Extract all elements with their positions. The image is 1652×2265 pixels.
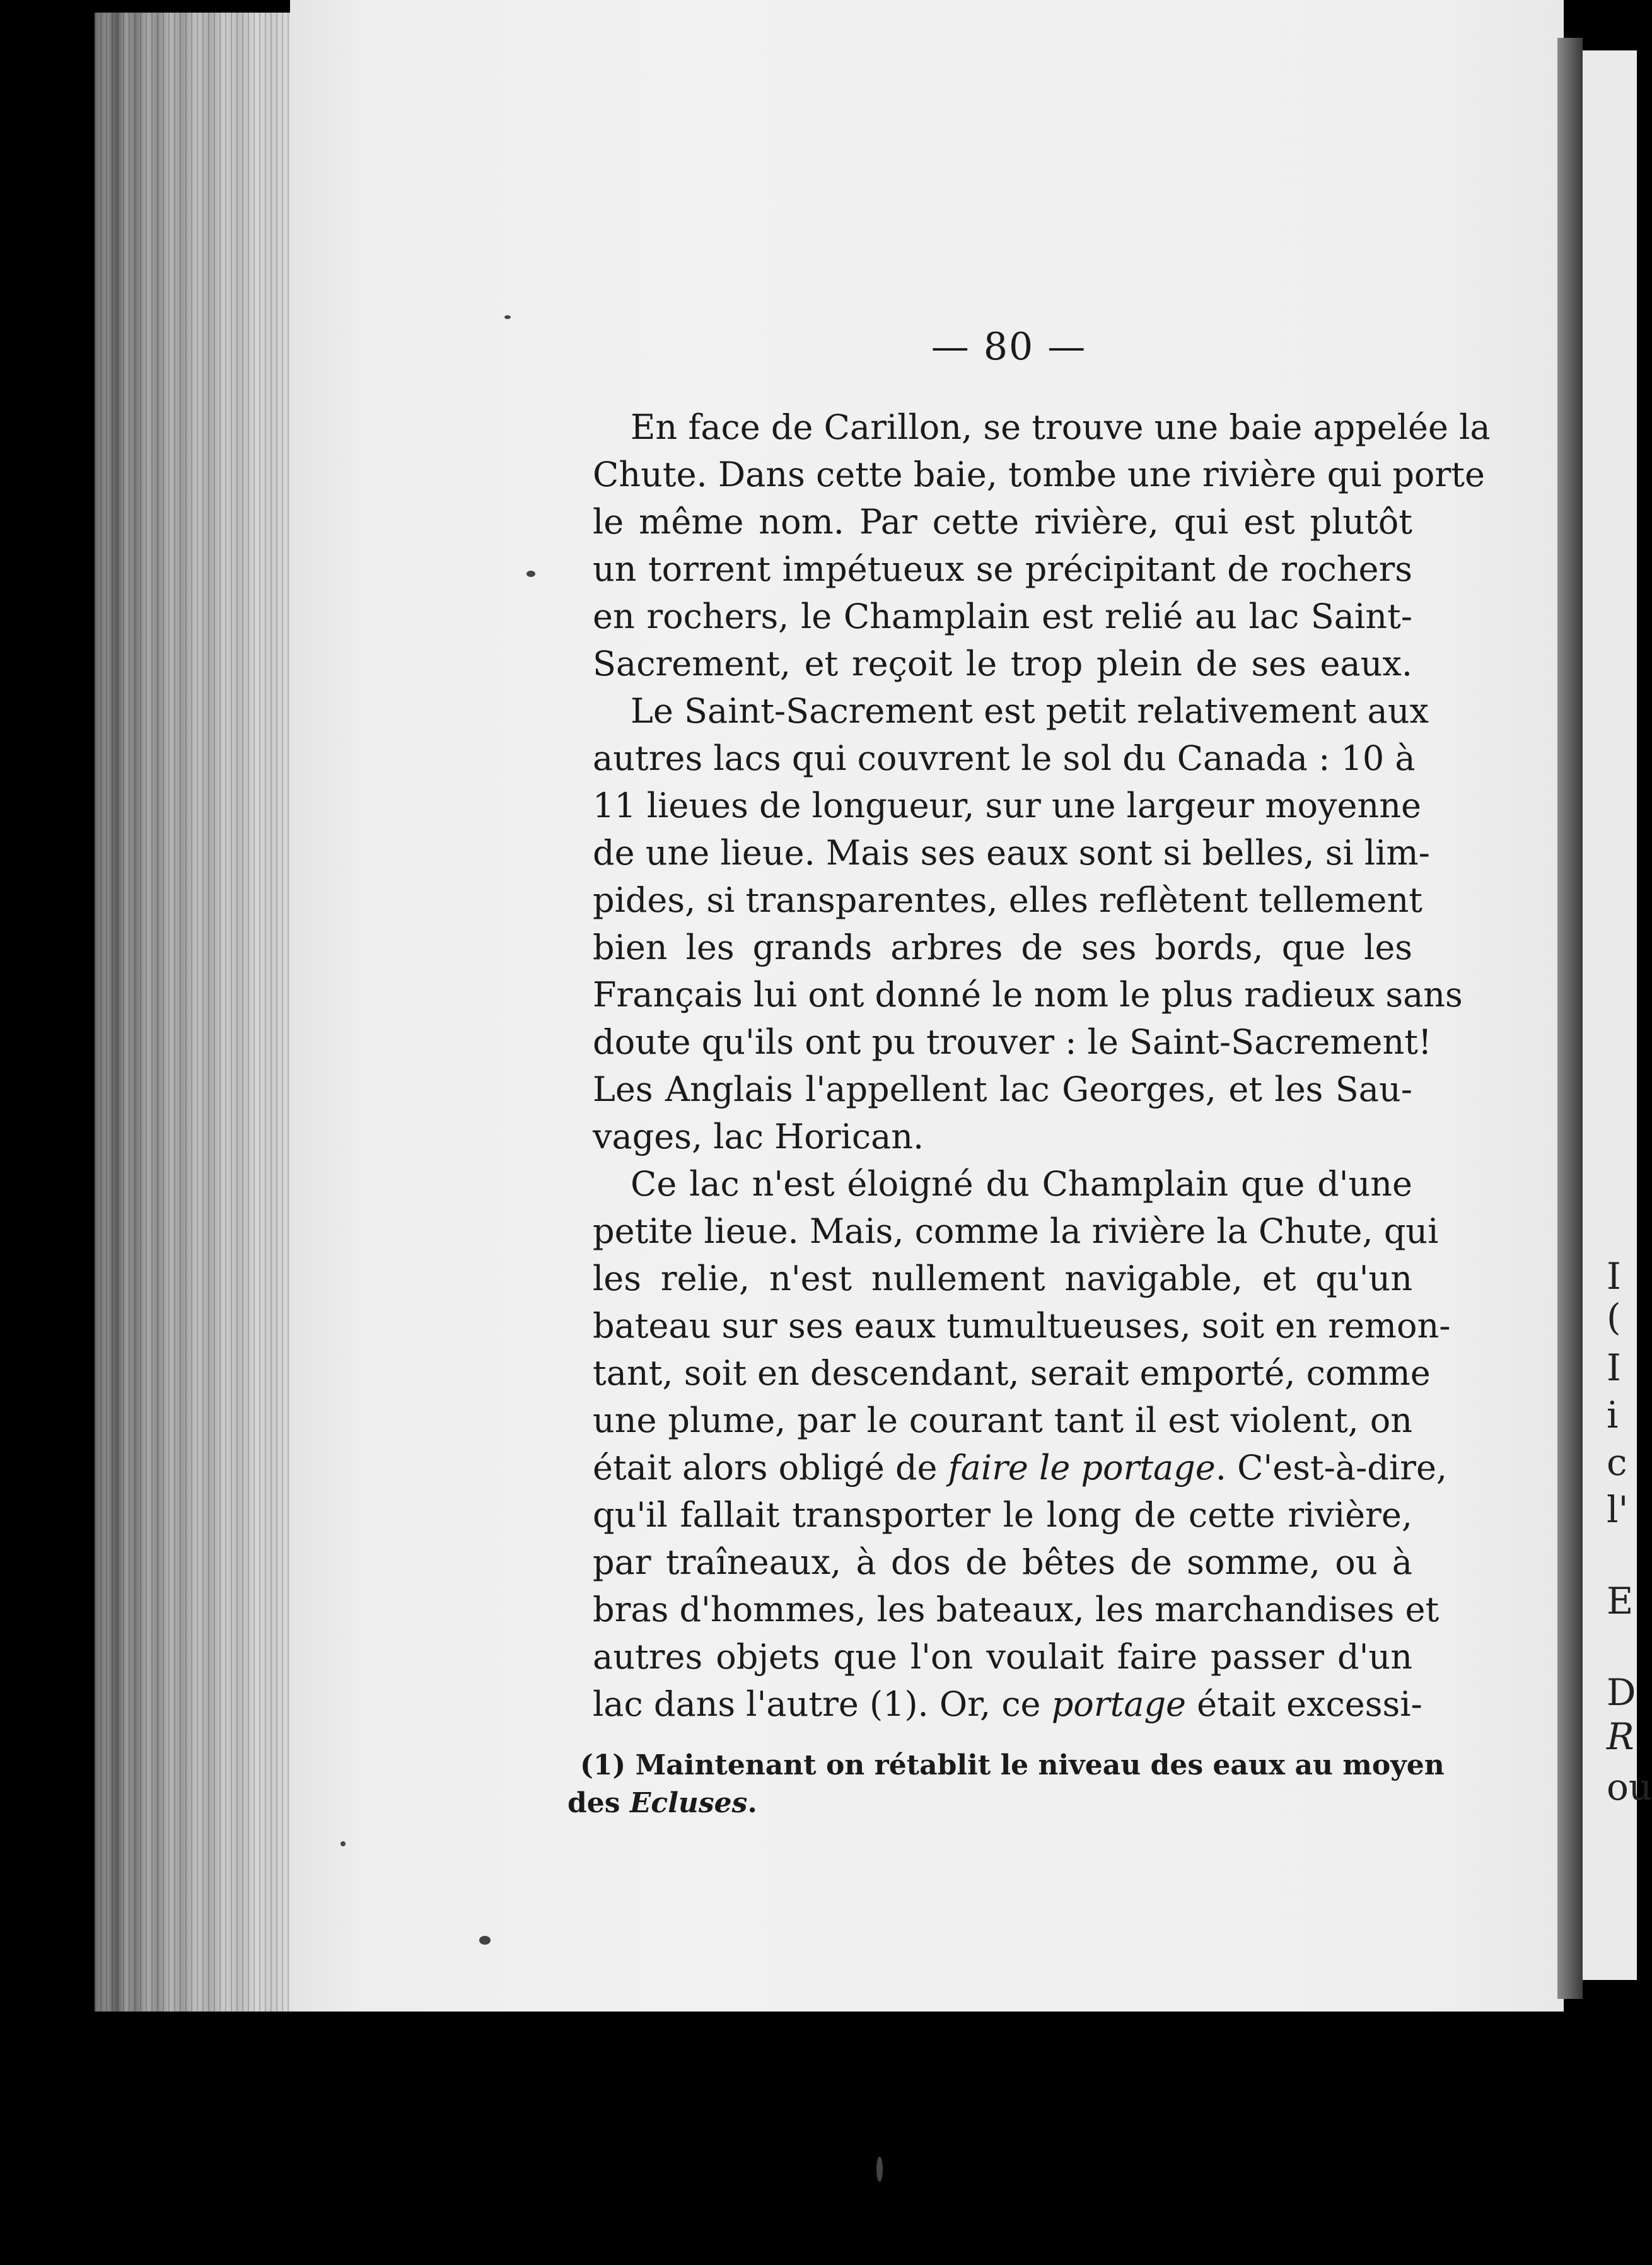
text-line: autres lacs qui couvrent le sol du Canada : 10 à <box>593 738 1416 778</box>
text-line: 11 lieues de longueur, sur une largeur moyenne <box>593 786 1421 825</box>
text-line: Ce lac n'est éloigné du Champlain que d'une <box>631 1164 1412 1204</box>
text-line: Le Saint-Sacrement est petit relativement aux <box>631 691 1429 731</box>
scan-speck <box>526 571 535 577</box>
italic-run: Ecluses <box>629 1787 748 1819</box>
text-line: doute qu'ils ont pu trouver : le Saint-Sacrement! <box>593 1022 1432 1062</box>
text-line: par traîneaux, à dos de bêtes de somme, ou à <box>593 1542 1412 1582</box>
italic-run: portage <box>1051 1684 1186 1724</box>
adjacent-fragment: i <box>1607 1394 1619 1436</box>
adjacent-fragment: E <box>1607 1580 1634 1622</box>
text-line: Chute. Dans cette baie, tombe une rivière qui porte <box>593 455 1485 494</box>
adjacent-fragment: ( <box>1607 1296 1621 1339</box>
scan-speck <box>876 2157 883 2182</box>
page-stack-edges <box>95 13 303 2012</box>
adjacent-fragment: D <box>1607 1671 1636 1714</box>
adjacent-fragment: I <box>1607 1346 1621 1389</box>
text-line: bras d'hommes, les bateaux, les marchandises et <box>593 1590 1440 1629</box>
text-line: En face de Carillon, se trouve une baie appelée la <box>631 407 1491 447</box>
text-run: lac dans l'autre (1). Or, ce <box>593 1684 1052 1724</box>
text-line: en rochers, le Champlain est relié au lac Saint- <box>593 597 1412 636</box>
text-run: était excessi- <box>1186 1684 1422 1724</box>
text-line: le même nom. Par cette rivière, qui est plutôt <box>593 502 1412 542</box>
text-line: Les Anglais l'appellent lac Georges, et les Sau- <box>593 1069 1412 1109</box>
adjacent-fragment: I <box>1607 1255 1621 1298</box>
text-line: bien les grands arbres de ses bords, que les <box>593 928 1412 967</box>
text-run: . <box>747 1787 757 1819</box>
text-line: Sacrement, et reçoit le trop plein de ses eaux. <box>593 644 1412 684</box>
text-line-with-italic <box>593 1680 1422 1728</box>
scan-speck <box>504 315 511 319</box>
text-line: Français lui ont donné le nom le plus radieux sans <box>593 975 1463 1015</box>
text-line: une plume, par le courant tant il est violent, on <box>593 1400 1412 1440</box>
footnote-line <box>567 1785 1393 1822</box>
adjacent-fragment: ou <box>1607 1766 1652 1808</box>
gutter-shadow <box>1557 38 1583 1999</box>
text-line: petite lieue. Mais, comme la rivière la Chute, qui <box>593 1211 1439 1251</box>
scan-speck <box>340 1841 346 1846</box>
text-line: pides, si transparentes, elles reflètent tellement <box>593 880 1422 920</box>
page-number: — 80 — <box>931 325 1087 369</box>
adjacent-fragment: l' <box>1607 1488 1629 1531</box>
text-line: tant, soit en descendant, serait emporté, comme <box>593 1353 1431 1393</box>
text-run: était alors obligé de <box>593 1448 948 1488</box>
text-run: des <box>567 1787 630 1819</box>
scan-speck <box>479 1936 491 1945</box>
text-line: bateau sur ses eaux tumultueuses, soit en remon- <box>593 1306 1451 1346</box>
text-line: de une lieue. Mais ses eaux sont si belles, si lim- <box>593 833 1430 873</box>
text-line: les relie, n'est nullement navigable, et qu'un <box>593 1259 1412 1298</box>
body-text <box>593 404 1491 1728</box>
adjacent-fragment: c <box>1607 1441 1627 1484</box>
text-line: qu'il fallait transporter le long de cette rivière, <box>593 1495 1412 1535</box>
text-line: autres objets que l'on voulait faire passer d'un <box>593 1637 1412 1677</box>
text-line-with-italic <box>593 1444 1448 1491</box>
text-line: un torrent impétueux se précipitant de rochers <box>593 549 1412 589</box>
text-run: . C'est-à-dire, <box>1215 1448 1448 1488</box>
text-line: vages, lac Horican. <box>593 1117 924 1156</box>
footnote <box>567 1747 1445 1822</box>
footnote-line: (1) Maintenant on rétablit le niveau des eaux au moyen <box>580 1749 1445 1781</box>
adjacent-fragment: R <box>1607 1715 1634 1758</box>
italic-run: faire le portage <box>948 1448 1216 1488</box>
